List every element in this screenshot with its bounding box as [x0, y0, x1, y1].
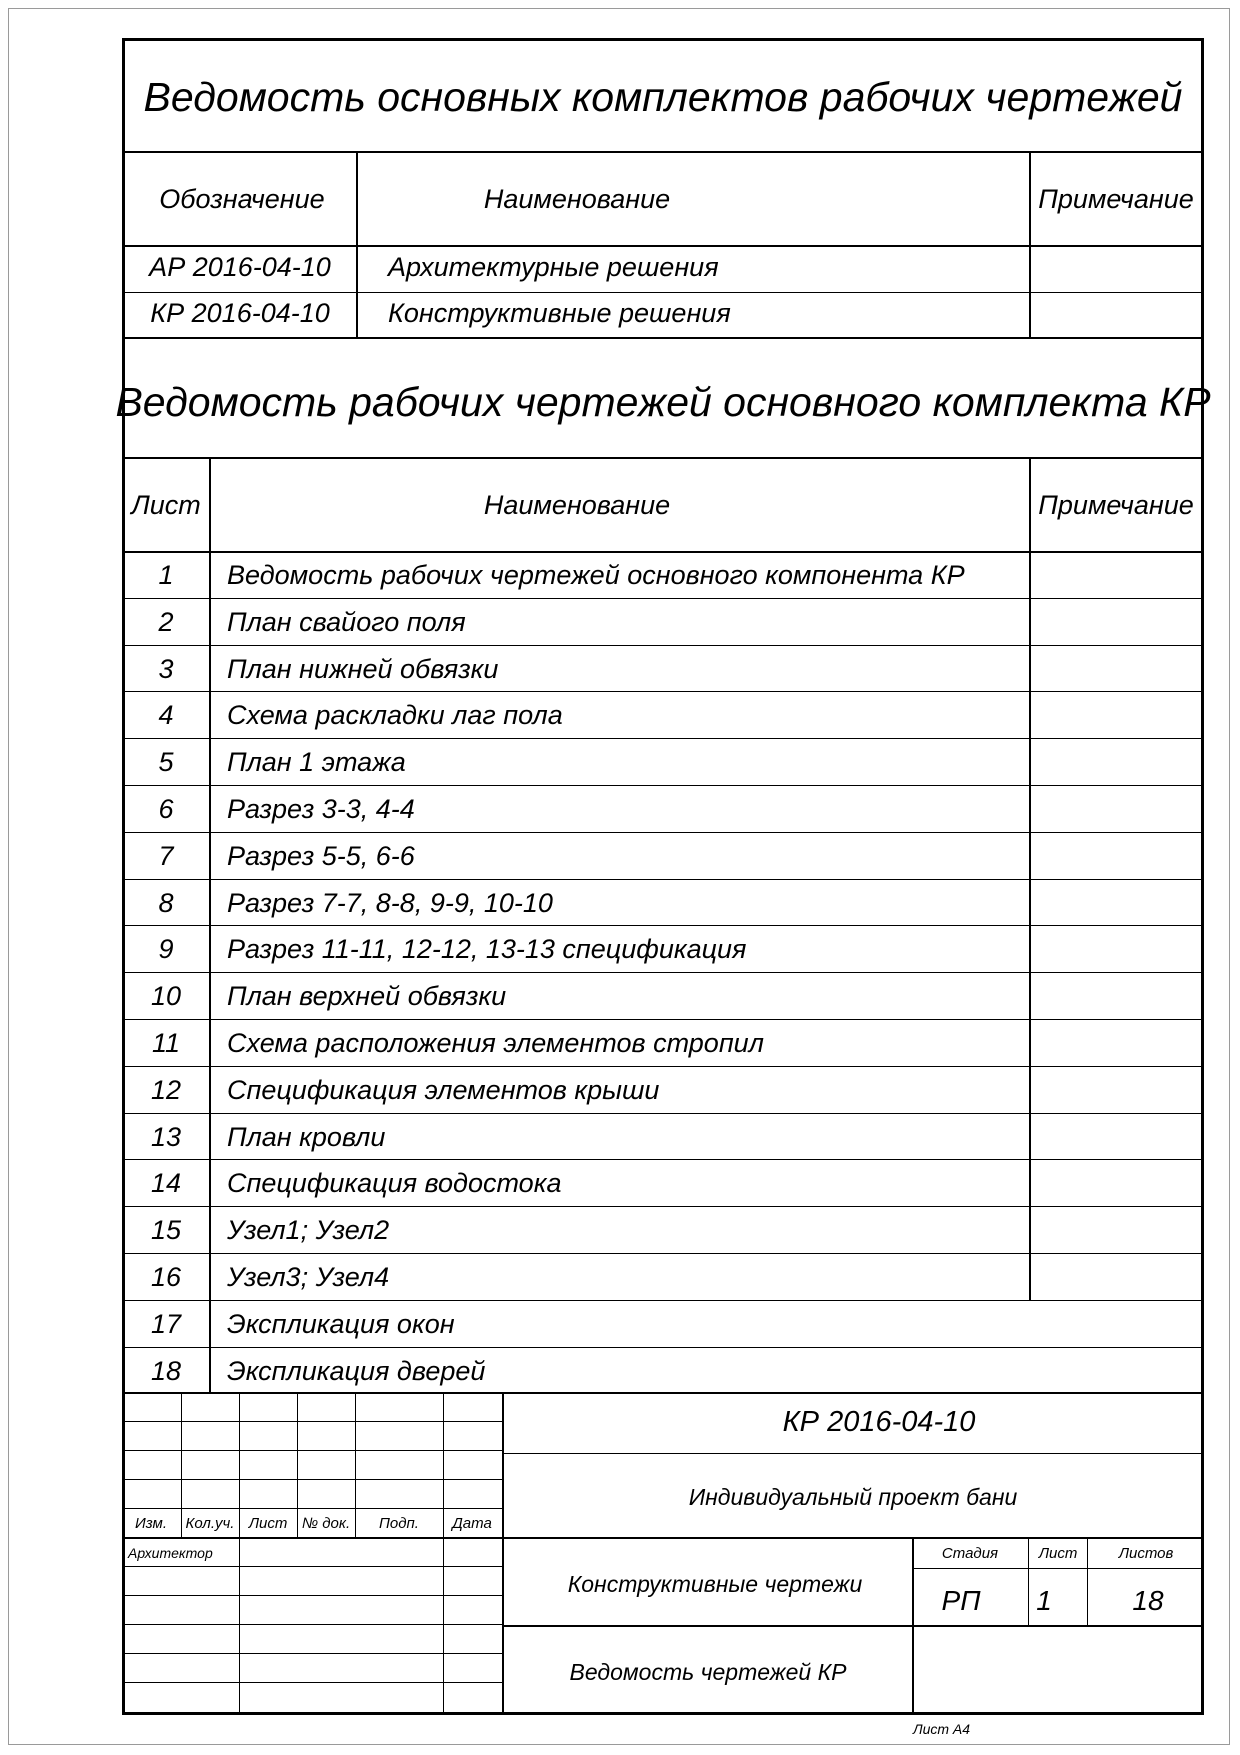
sheet-number: 16 — [150, 1262, 182, 1292]
sheet-name: План кровли — [227, 1121, 386, 1152]
sheet-label: Лист — [1038, 1545, 1078, 1562]
row-divider — [122, 1300, 1204, 1301]
drawing-set: Конструктивные чертежи — [567, 1571, 863, 1597]
section2-title: Ведомость рабочих чертежей основного комплекта КР — [115, 379, 1211, 425]
set-name: Конструктивные решения — [388, 298, 731, 328]
designation-header: Обозначение — [159, 184, 325, 214]
sheet-name: Схема раскладки лаг пола — [227, 700, 563, 731]
document-code: КР 2016-04-10 — [782, 1406, 976, 1438]
row-divider — [122, 1159, 1204, 1160]
sheet-name: Схема расположения элементов стропил — [227, 1028, 764, 1058]
sheet-name: Ведомость рабочих чертежей основного компонента КР — [227, 560, 965, 590]
divider — [912, 1568, 1204, 1569]
sheet-number: 1 — [158, 560, 174, 590]
stamp-col-label: Лист — [248, 1515, 288, 1532]
row-divider — [122, 645, 1204, 646]
sheet-name: Разрез 11-11, 12-12, 13-13 спецификация — [227, 934, 747, 965]
row-divider — [122, 1206, 1204, 1207]
sheet-name: План верхней обвязки — [227, 981, 507, 1012]
sheet-number: 3 — [158, 653, 174, 684]
set-designation: АР 2016-04-10 — [149, 252, 331, 282]
sheets-label: Листов — [1118, 1545, 1174, 1562]
divider — [122, 1450, 502, 1451]
sheet-number: 2 — [158, 606, 174, 637]
row-divider — [122, 598, 1204, 599]
sheet-name: Спецификация водостока — [227, 1168, 562, 1199]
divider — [122, 1595, 502, 1596]
row-divider — [122, 1019, 1204, 1020]
row-divider — [122, 738, 1204, 739]
drawing-frame — [122, 38, 1204, 1715]
sheet-number: 9 — [158, 934, 174, 965]
note-header: Примечание — [1038, 490, 1194, 520]
role-label: Архитектор — [128, 1545, 213, 1561]
sheet-number: 18 — [150, 1355, 182, 1386]
sheet-name: Разрез 3-3, 4-4 — [227, 794, 415, 824]
sheet-number: 7 — [158, 840, 174, 871]
divider — [239, 1392, 240, 1715]
row-divider — [122, 1347, 1204, 1348]
row-divider — [122, 1066, 1204, 1067]
name-header: Наименование — [483, 184, 671, 214]
note-header: Примечание — [1038, 184, 1194, 214]
divider — [122, 1653, 502, 1654]
divider — [355, 1392, 356, 1537]
sheet-number: 15 — [150, 1215, 182, 1246]
project-name: Индивидуальный проект бани — [688, 1484, 1018, 1510]
sheet-number: 5 — [158, 747, 174, 778]
divider — [122, 457, 1204, 459]
set-name: Архитектурные решения — [388, 252, 719, 282]
row-divider — [122, 925, 1204, 926]
sheet-name: Спецификация элементов крыши — [227, 1074, 660, 1105]
section1-title: Ведомость основных комплектов рабочих чертежей — [143, 74, 1183, 120]
divider — [1029, 151, 1031, 337]
sheet-number: 12 — [150, 1074, 182, 1105]
name-header: Наименование — [483, 490, 671, 520]
divider — [502, 1625, 1204, 1627]
row-divider — [122, 1113, 1204, 1114]
sheet-name: Узел3; Узел4 — [227, 1262, 390, 1292]
row-divider — [122, 785, 1204, 786]
sheet-name: Экспликация окон — [227, 1308, 455, 1339]
divider — [502, 1453, 1204, 1454]
divider — [122, 1624, 502, 1625]
stage-label: Стадия — [941, 1545, 999, 1562]
drawing-title: Ведомость чертежей КР — [569, 1659, 847, 1685]
divider — [502, 1392, 504, 1715]
divider — [122, 1479, 502, 1480]
divider — [122, 337, 1204, 339]
sheet-number: 8 — [158, 887, 174, 918]
divider — [1028, 1537, 1029, 1625]
sheet-number: 13 — [150, 1121, 182, 1152]
stamp-col-label: № док. — [301, 1515, 351, 1532]
row-divider — [122, 879, 1204, 880]
row-divider — [122, 691, 1204, 692]
sheet-number: 6 — [158, 794, 174, 824]
divider — [181, 1392, 182, 1537]
sheet-format: Лист А4 — [913, 1721, 971, 1737]
sheet-name: Разрез 7-7, 8-8, 9-9, 10-10 — [227, 887, 553, 918]
sheet-name: Экспликация дверей — [227, 1355, 486, 1386]
divider — [297, 1392, 298, 1537]
sheet-number: 10 — [150, 981, 182, 1012]
set-designation: КР 2016-04-10 — [150, 298, 330, 328]
divider — [122, 151, 1204, 153]
stamp-col-label: Дата — [452, 1515, 492, 1532]
sheet-number: 11 — [151, 1028, 181, 1058]
divider — [122, 1421, 502, 1422]
sheet-number: 17 — [150, 1308, 182, 1339]
row-divider — [122, 972, 1204, 973]
sheet-name: План свайого поля — [227, 606, 466, 637]
stamp-col-label: Изм. — [135, 1515, 167, 1532]
sheet-value: 1 — [1036, 1585, 1052, 1616]
divider — [122, 1392, 1204, 1394]
row-divider — [122, 1253, 1204, 1254]
divider — [122, 292, 1204, 293]
sheet-number: 14 — [150, 1168, 182, 1199]
sheets-value: 18 — [1132, 1585, 1164, 1616]
divider — [122, 1682, 502, 1683]
divider — [122, 1508, 502, 1509]
row-divider — [122, 832, 1204, 833]
stamp-col-label: Подп. — [379, 1515, 419, 1532]
sheet-number: 4 — [158, 700, 174, 731]
stamp-col-label: Кол.уч. — [185, 1515, 235, 1532]
sheet-name: План нижней обвязки — [227, 653, 499, 684]
divider — [443, 1392, 444, 1715]
stage-value: РП — [941, 1585, 981, 1616]
divider — [1087, 1537, 1088, 1625]
sheet-name: Узел1; Узел2 — [227, 1215, 390, 1246]
sheet-name: Разрез 5-5, 6-6 — [227, 840, 415, 871]
divider — [356, 151, 358, 337]
divider — [122, 551, 1204, 553]
divider — [122, 245, 1204, 247]
divider — [122, 1537, 1204, 1539]
sheet-name: План 1 этажа — [227, 747, 406, 778]
sheet-header: Лист — [131, 490, 201, 520]
divider — [122, 1566, 502, 1567]
